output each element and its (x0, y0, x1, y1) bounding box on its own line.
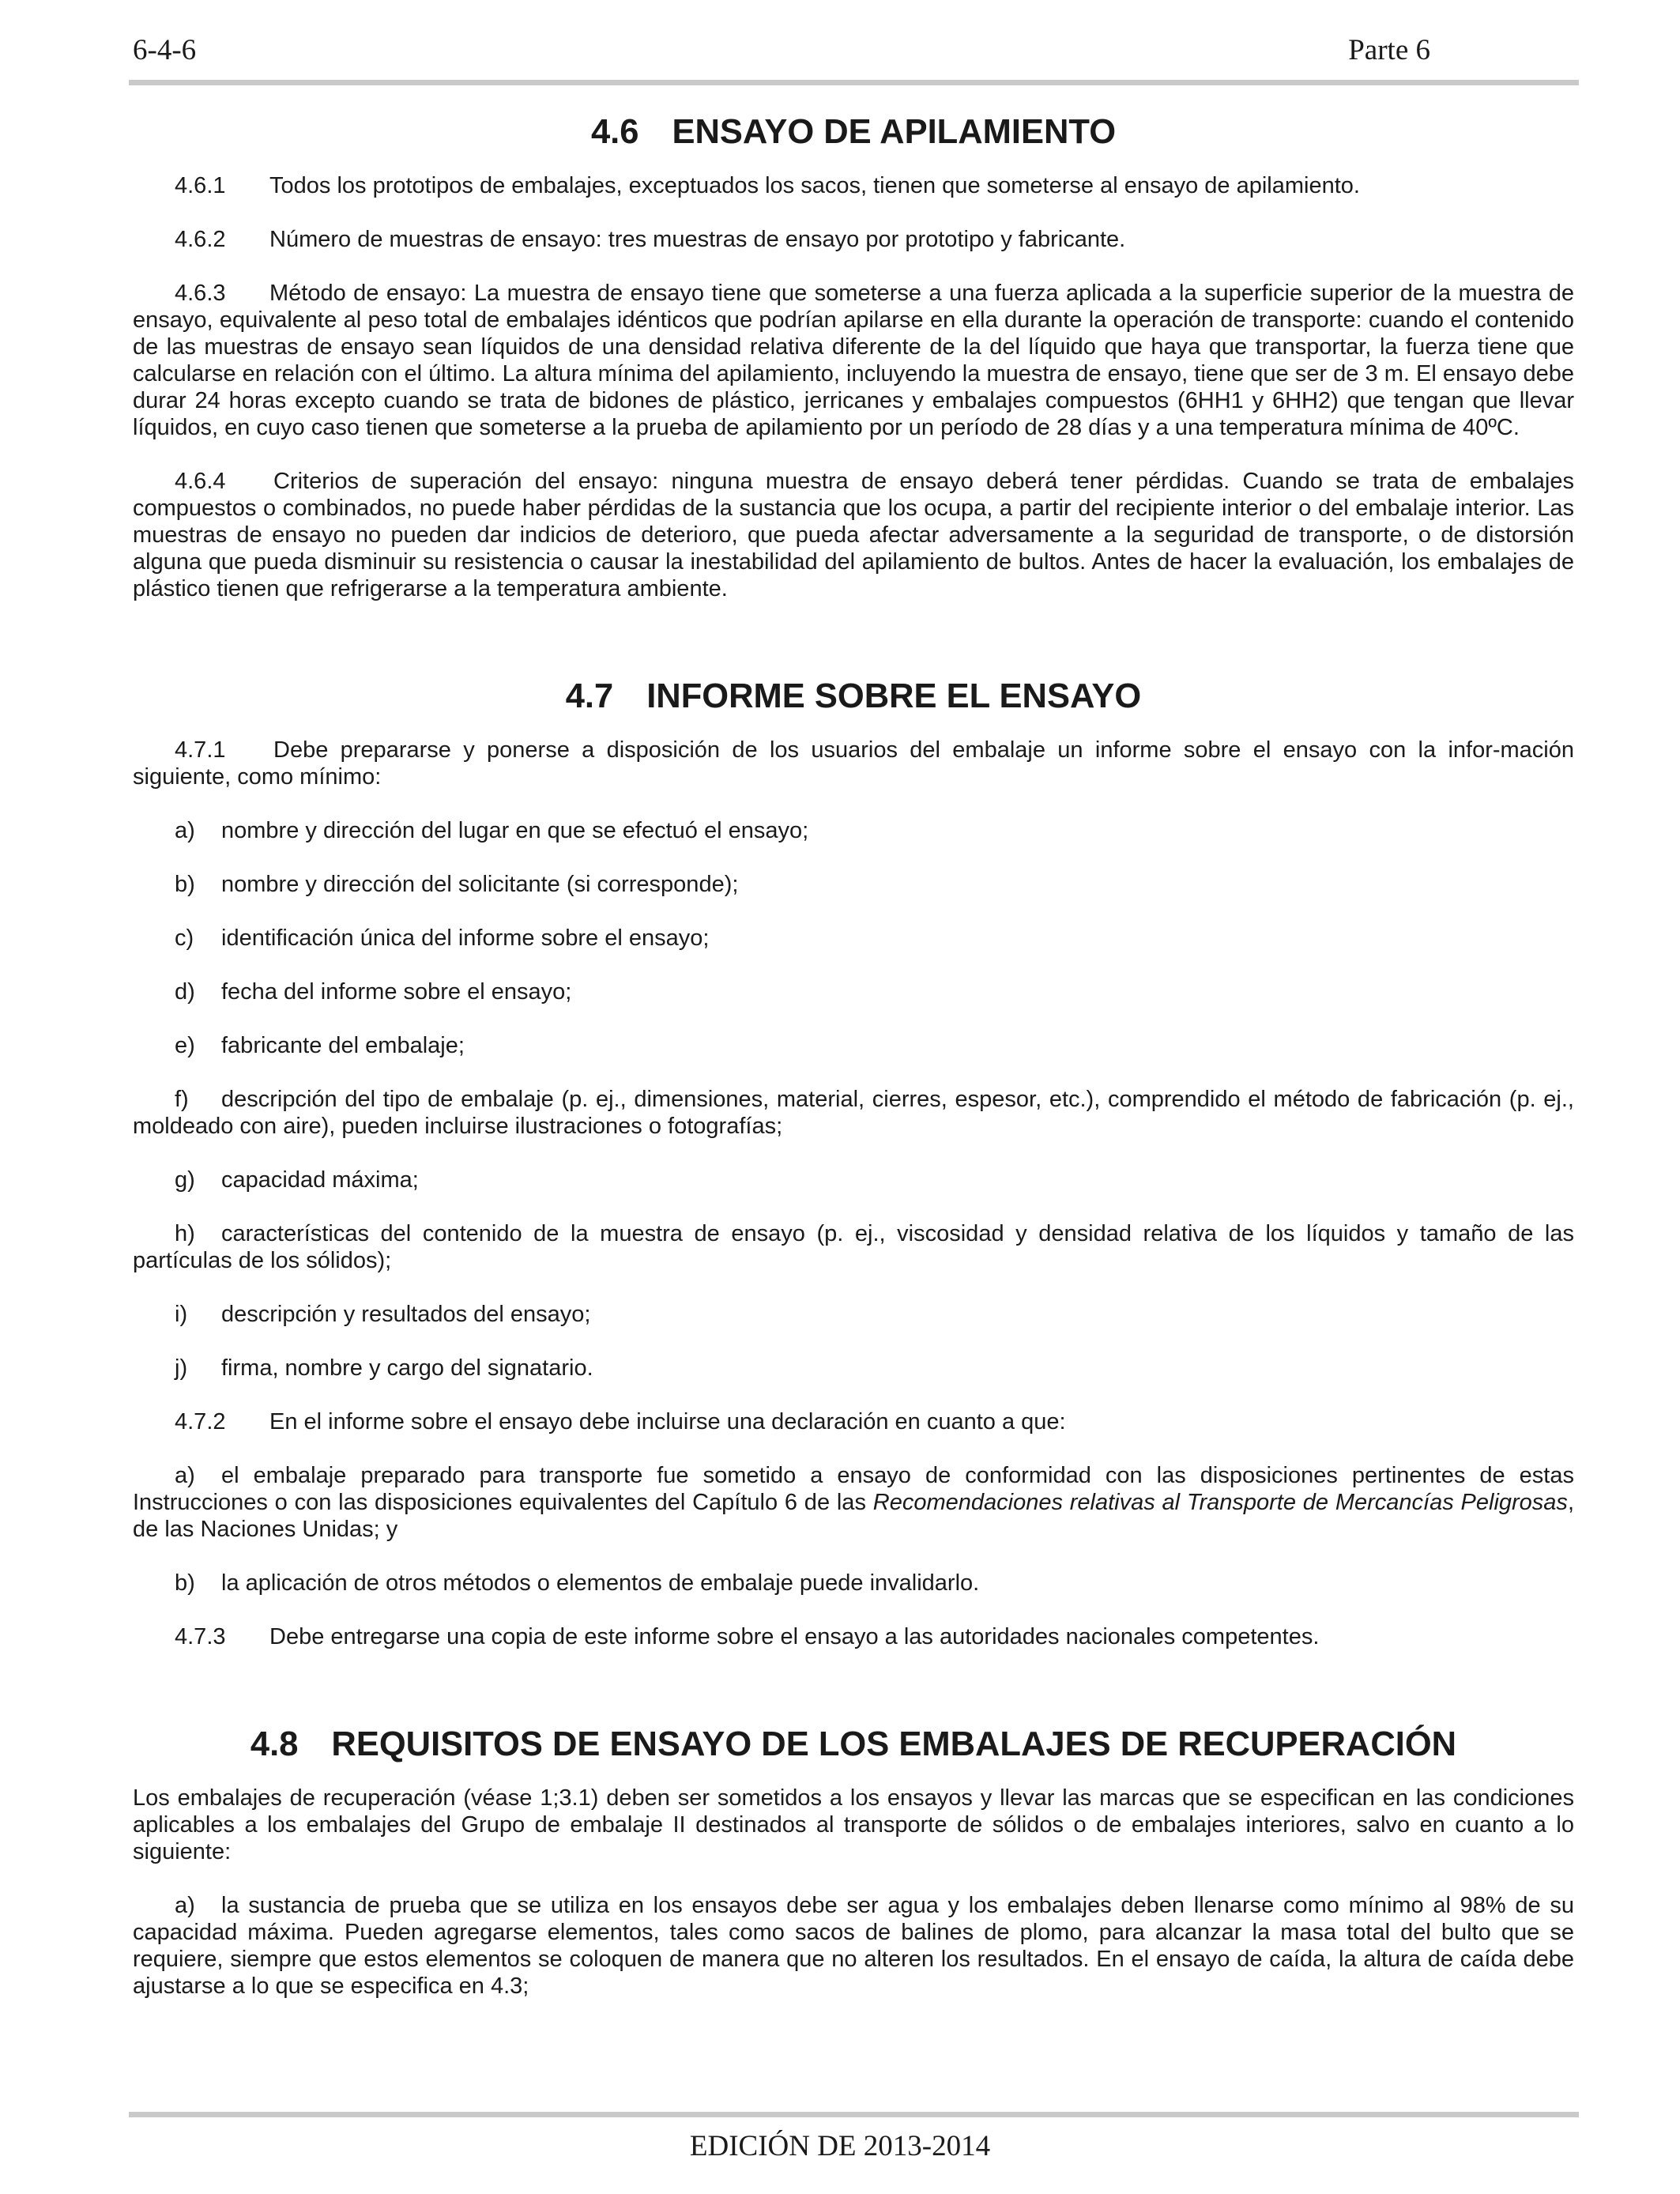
list-item (133, 1301, 1574, 1328)
list-text: fecha del informe sobre el ensayo; (221, 979, 572, 1005)
list-letter: b) (175, 1570, 195, 1596)
paragraph-4-6-1 (133, 172, 1574, 199)
list-item (133, 871, 1574, 898)
list-item (133, 978, 1574, 1005)
paragraph-text: Método de ensayo: La muestra de ensayo tiene que someterse a una fuerza aplicada a la superficie superior de la muestra de ensayo, equivalente al peso total de embalajes idénticos que podrían apilarse en ella durante la operación de transporte: cuando el contenido de las muestras de ensayo sean líquidos de una densidad relativa diferente de la del líquido que haya que transportar, la fuerza tiene que calcularse en relación con el último. La altura mínima del apilamiento, incluyendo la muestra de ensayo, tiene que ser de 3 m. El ensayo debe durar 24 horas excepto cuando se trata de bidones de plástico, jerricanes y embalajes compuestos (6HH1 y 6HH2) que tengan que llevar líquidos, en cuyo caso tienen que someterse a la prueba de apilamiento por un período de 28 días y a una temperatura mínima de 40ºC. (133, 281, 1574, 440)
list-text: características del contenido de la muestra de ensayo (p. ej., viscosidad y densidad relativa de los líquidos y tamaño de las partículas de los sólidos); (133, 1221, 1574, 1273)
footer-rule (129, 2112, 1579, 2117)
list-item (133, 1355, 1574, 1382)
list-letter: d) (175, 979, 195, 1005)
list-letter: b) (175, 872, 195, 897)
section-number: 4.8 (250, 1725, 299, 1763)
paragraph-number: 4.6.1 (175, 173, 226, 198)
paragraph-4-7-3 (133, 1623, 1574, 1650)
list-letter: h) (175, 1221, 195, 1246)
list-letter: i) (175, 1302, 188, 1327)
paragraph-number: 4.6.2 (175, 227, 226, 252)
paragraph-number: 4.7.2 (175, 1409, 226, 1434)
list-text: firma, nombre y cargo del signatario. (221, 1355, 593, 1381)
paragraph-text: Debe prepararse y ponerse a disposición de los usuarios del embalaje un informe sobre el ensayo con la infor-mación siguiente, como mínimo: (133, 737, 1574, 790)
paragraph-4-7-2 (133, 1408, 1574, 1435)
declaration-item-b (133, 1570, 1574, 1596)
running-header-page-number: 6-4-6 (133, 34, 197, 66)
declaration-text: la aplicación de otros métodos o elementos de embalaje puede invalidarlo. (221, 1570, 980, 1596)
list-text: fabricante del embalaje; (221, 1033, 465, 1058)
paragraph-number: 4.7.3 (175, 1624, 226, 1649)
paragraph-text: En el informe sobre el ensayo debe incluirse una declaración en cuanto a que: (269, 1409, 1066, 1434)
list-letter: f) (175, 1087, 189, 1112)
document-body (133, 113, 1574, 2000)
declaration-text: el embalaje preparado para transporte fue sometido a ensayo de conformidad con las disposiciones pertinentes de estas Instrucciones o con las disposiciones equivalentes del Capítulo 6 de las (133, 1463, 1574, 1515)
list-text: nombre y dirección del lugar en que se efectuó el ensayo; (221, 818, 809, 843)
paragraph-4-6-2 (133, 226, 1574, 253)
list-text: identificación única del informe sobre el ensayo; (221, 925, 710, 951)
section-title: REQUISITOS DE ENSAYO DE LOS EMBALAJES DE RECUPERACIÓN (331, 1725, 1457, 1763)
running-footer-edition: EDICIÓN DE 2013-2014 (689, 2130, 991, 2162)
paragraph-4-8-intro (133, 1785, 1574, 1865)
paragraph-text: Criterios de superación del ensayo: ninguna muestra de ensayo deberá tener pérdidas. Cuando se trata de embalajes compuestos o combinados, no puede haber pérdidas de la sustancia que los ocupa, a partir del recipiente interior o del embalaje interior. Las muestras de ensayo no pueden dar indicios de deterioro, que pueda afectar adversamente a la seguridad de transporte, o de distorsión alguna que pueda disminuir su resistencia o causar la inestabilidad del apilamiento de bultos. Antes de hacer la evaluación, los embalajes de plástico tienen que refrigerarse a la temperatura ambiente. (133, 469, 1574, 601)
list-item (133, 1167, 1574, 1193)
declaration-item-a (133, 1462, 1574, 1543)
section-heading-4-8 (133, 1725, 1574, 1763)
list-letter: a) (175, 818, 195, 843)
header-rule (129, 80, 1579, 85)
list-letter: a) (175, 1893, 195, 1918)
section-title: INFORME SOBRE EL ENSAYO (646, 677, 1142, 715)
paragraph-4-6-3 (133, 280, 1574, 441)
list-item (133, 925, 1574, 952)
list-text: capacidad máxima; (221, 1167, 419, 1193)
list-text: descripción y resultados del ensayo; (221, 1302, 591, 1327)
list-item (133, 1032, 1574, 1059)
paragraph-number: 4.6.3 (175, 281, 226, 306)
paragraph-number: 4.6.4 (175, 469, 226, 494)
section-title: ENSAYO DE APILAMIENTO (672, 113, 1117, 151)
list-letter: g) (175, 1167, 195, 1193)
paragraph-text: Número de muestras de ensayo: tres muestras de ensayo por prototipo y fabricante. (269, 227, 1126, 252)
paragraph-text: Los embalajes de recuperación (véase 1;3.1) deben ser sometidos a los ensayos y llevar las marcas que se especifican en las condiciones aplicables a los embalajes del Grupo de embalaje II destinados al transporte de sólidos o de embalajes interiores, salvo en cuanto a lo siguiente: (133, 1785, 1574, 1864)
section-heading-4-6 (133, 113, 1574, 151)
section-number: 4.6 (590, 113, 639, 151)
paragraph-4-7-1 (133, 737, 1574, 790)
list-item (133, 1220, 1574, 1274)
list-text: descripción del tipo de embalaje (p. ej., dimensiones, material, cierres, espesor, etc.), comprendido el método de fabricación (p. ej., moldeado con aire), pueden incluirse ilustraciones o fotografías; (133, 1087, 1574, 1139)
cited-publication-title: Recomendaciones relativas al Transporte de Mercancías Peligrosas (872, 1490, 1568, 1515)
section-number: 4.7 (565, 677, 614, 715)
list-letter: e) (175, 1033, 195, 1058)
section-heading-4-7 (133, 677, 1574, 715)
paragraph-4-6-4 (133, 468, 1574, 602)
paragraph-text: Todos los prototipos de embalajes, exceptuados los sacos, tienen que someterse al ensayo de apilamiento. (269, 173, 1360, 198)
list-letter: j) (175, 1355, 188, 1381)
list-letter: a) (175, 1463, 195, 1488)
list-text: la sustancia de prueba que se utiliza en los ensayos debe ser agua y los embalajes deben llenarse como mínimo al 98% de su capacidad máxima. Pueden agregarse elementos, tales como sacos de balines de plomo, para alcanzar la masa total del bulto que se requiere, siempre que estos elementos se coloquen de manera que no alteren los resultados. En el ensayo de caída, la altura de caída debe ajustarse a lo que se especifica en 4.3; (133, 1893, 1574, 1999)
list-item (133, 1892, 1574, 2000)
list-text: nombre y dirección del solicitante (si corresponde); (221, 872, 739, 897)
list-item (133, 817, 1574, 844)
list-letter: c) (175, 925, 194, 951)
paragraph-text: Debe entregarse una copia de este informe sobre el ensayo a las autoridades nacionales competentes. (269, 1624, 1320, 1649)
list-item (133, 1086, 1574, 1140)
paragraph-number: 4.7.1 (175, 737, 226, 763)
running-header-part: Parte 6 (1348, 34, 1430, 66)
declaration-text-end: , de las Naciones Unidas; y (133, 1490, 1574, 1542)
